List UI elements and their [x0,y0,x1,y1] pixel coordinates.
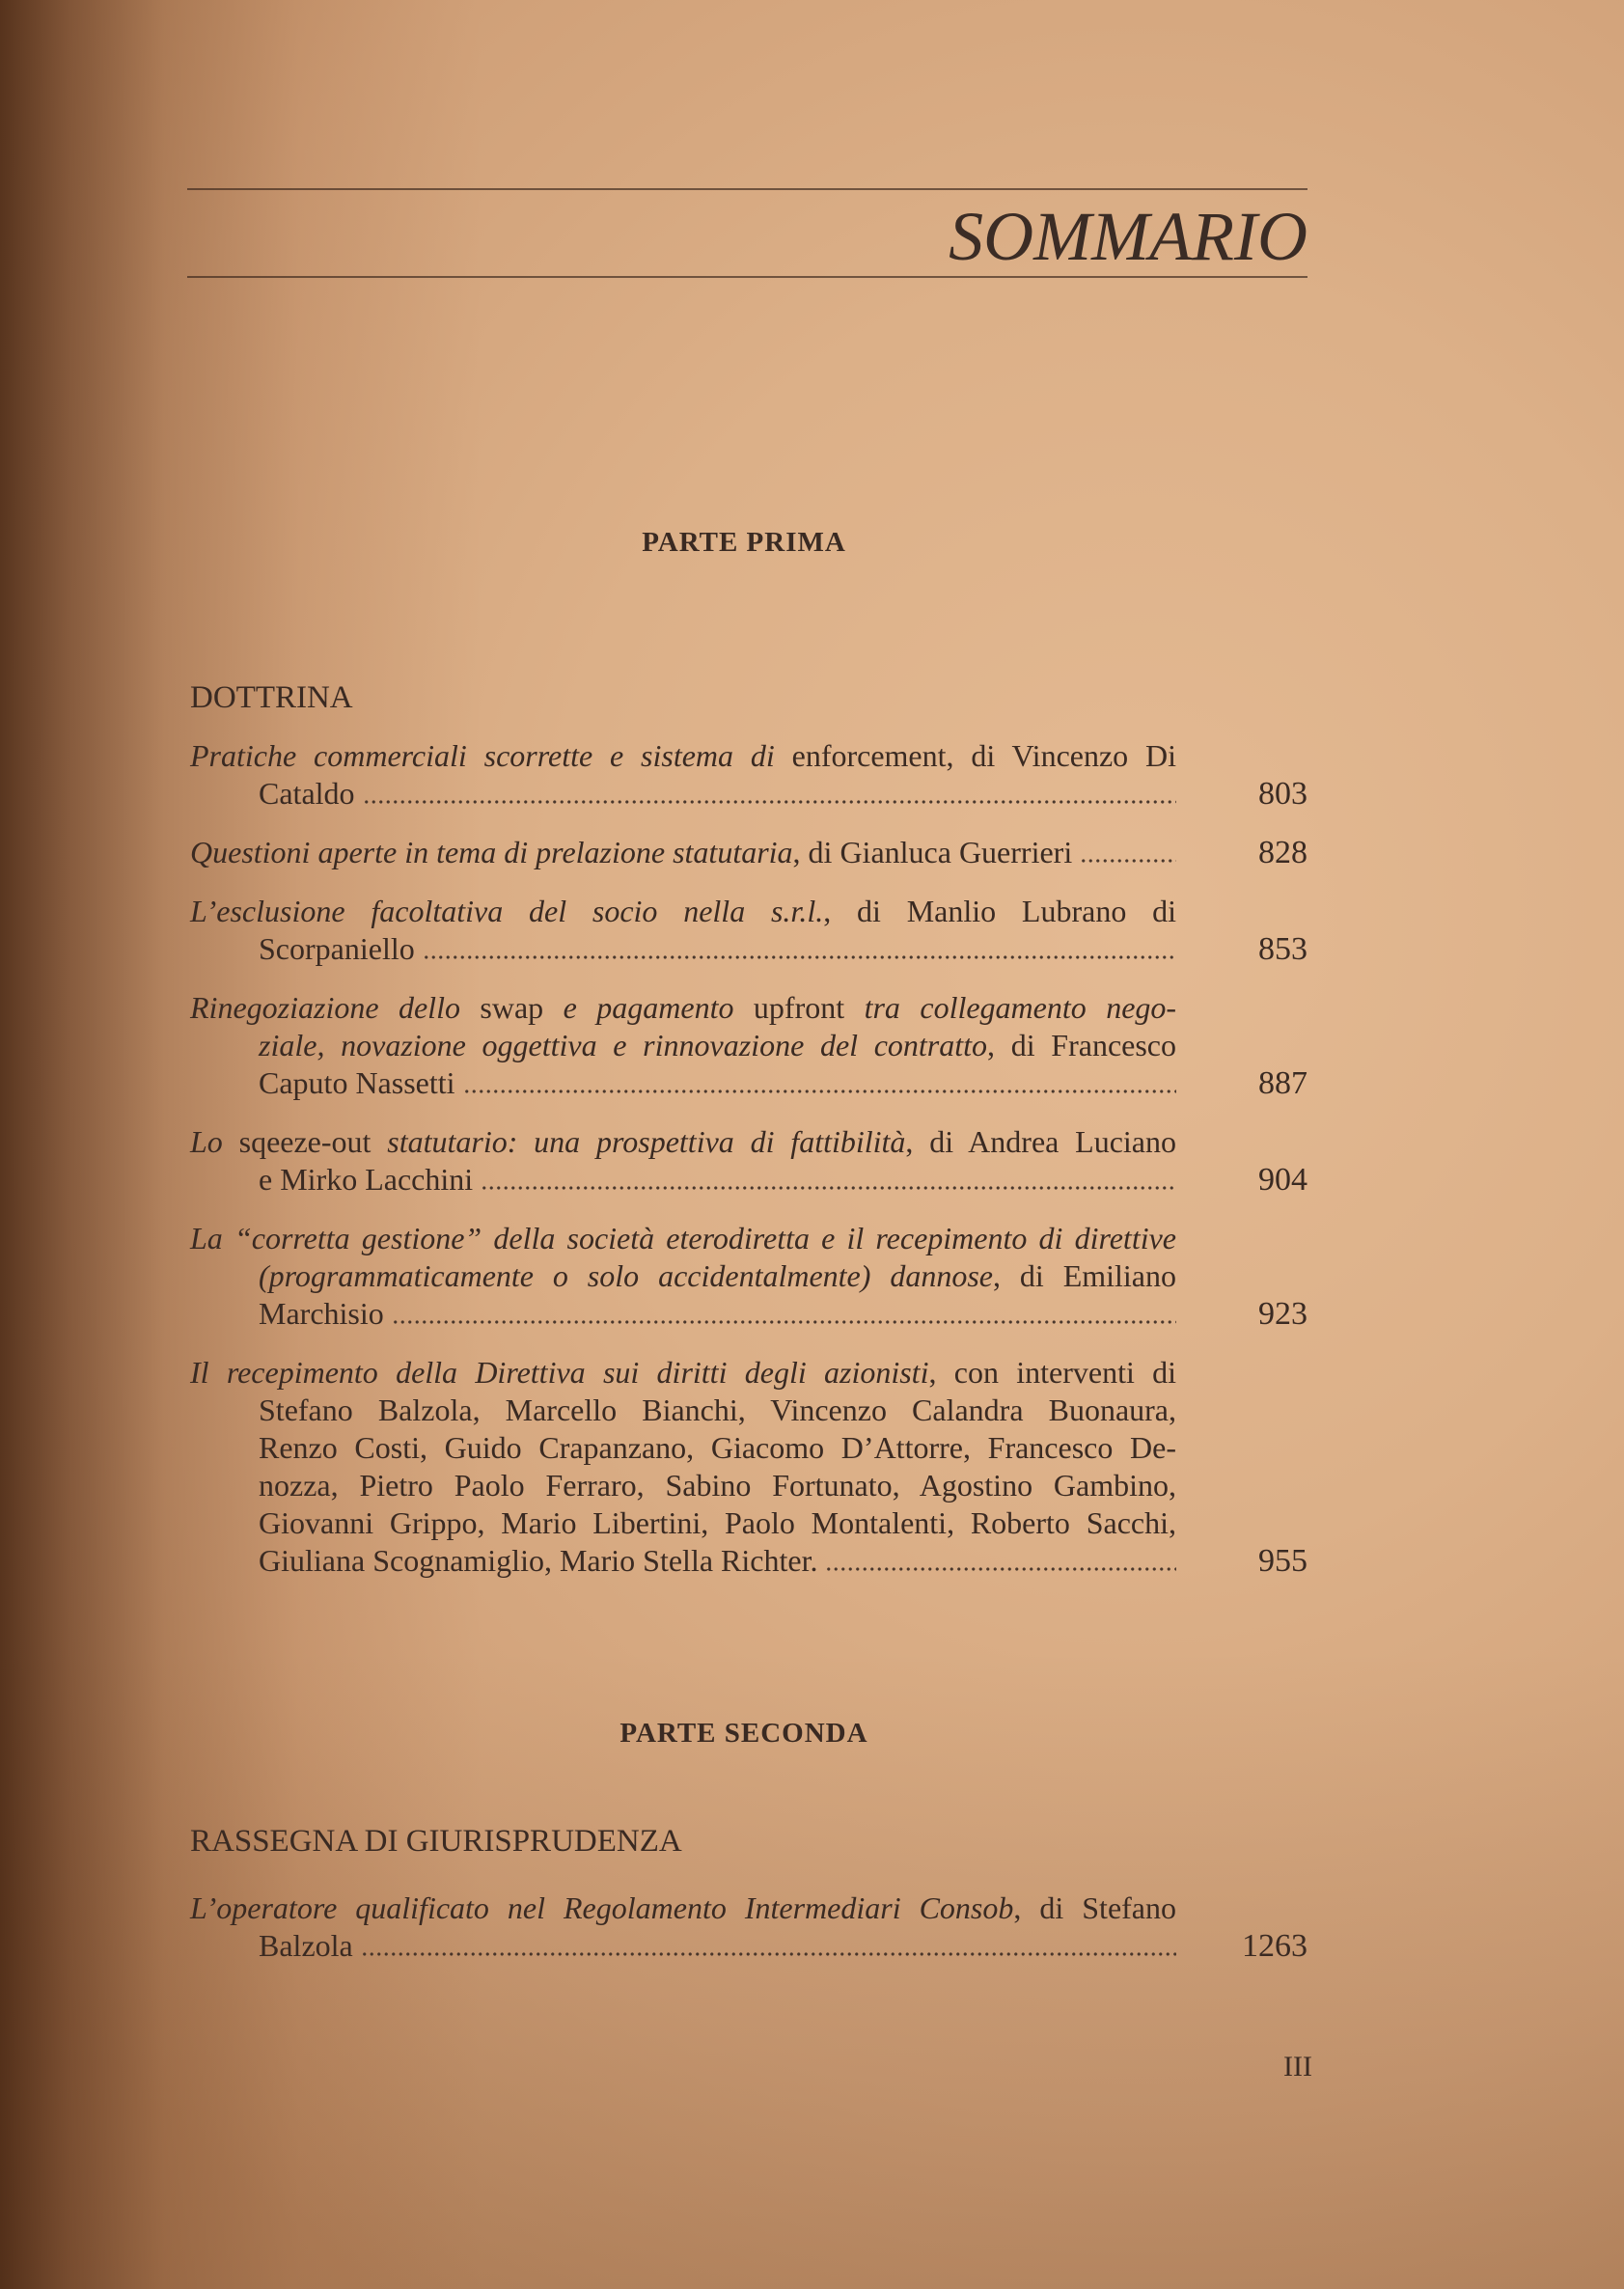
entry-text-group [190,834,1072,871]
page-number: 887 [1258,1065,1307,1101]
folio-page-number: III [1283,2051,1312,2082]
entry-text-group [259,1064,455,1102]
entry-text: , di Andrea Luciano [905,1124,1176,1159]
toc-entry-line [190,1161,1176,1199]
toc-entry-line [190,1392,1176,1429]
page-number: 853 [1258,931,1307,967]
page-number: 955 [1258,1543,1307,1579]
entry-text: , di Emiliano [992,1258,1177,1293]
entry-text-group [259,1542,817,1580]
entry-title-text: statutario: una prospettiva di fattibilità [387,1124,906,1159]
entry-text: Cataldo [259,776,355,811]
entry-text: Marchisio [259,1296,384,1331]
page-number: 1263 [1242,1928,1307,1964]
toc-entry-line [190,737,1176,775]
entry-text: Renzo Costi, Guido Crapanzano, Giacomo D’Attorre, Francesco De- [259,1430,1176,1465]
page-number: 904 [1258,1162,1307,1198]
entry-text: , di Gianluca Guerrieri [792,835,1073,869]
toc-entry [190,1123,1307,1199]
entry-title-text: Lo [190,1124,223,1159]
toc-entry [190,989,1307,1102]
page-title: SOMMARIO [949,198,1307,275]
toc-list-rassegna [190,1889,1307,1965]
toc-entry-line [190,1889,1176,1927]
entry-title-text: Questioni aperte in tema di prelazione statutaria [190,835,793,869]
entry-text: swap [459,990,564,1025]
dot-leader [361,1952,1176,1956]
toc-entry-line [190,1429,1176,1467]
toc-entry [190,893,1307,968]
entry-text: nozza, Pietro Paolo Ferraro, Sabino Fortunato, Agostino Gambino, [259,1468,1176,1503]
toc-entry-line [190,1027,1176,1064]
toc-entry-line [190,1504,1176,1542]
entry-text: , con interventi di [928,1355,1177,1390]
toc-entry-line [190,1123,1176,1161]
entry-text: e Mirko Lacchini [259,1162,474,1197]
toc-entry-line [190,1542,1176,1580]
header-rule-top [187,188,1307,190]
toc-entry-line [190,989,1176,1027]
entry-title-text: L’esclusione facoltativa del socio nella s.r.l. [190,894,824,928]
header-rule-bottom [187,276,1307,278]
entry-text: Balzola [259,1928,353,1963]
toc-entry-line [190,1467,1176,1504]
part-heading-seconda: PARTE SECONDA [619,1718,868,1749]
entry-title-text: Rinegoziazione dello [190,990,460,1025]
dot-leader [463,1089,1176,1093]
entry-text-group [259,1927,353,1965]
toc-entry-line [190,1927,1176,1965]
toc-entry [190,737,1307,813]
entry-text: Caputo Nassetti [259,1065,455,1100]
toc-entry [190,1220,1307,1333]
entry-text-group [259,1161,473,1199]
entry-text: sqeeze-out [222,1124,388,1159]
entry-text: Giovanni Grippo, Mario Libertini, Paolo Montalenti, Roberto Sacchi, [259,1505,1176,1540]
section-heading-dottrina: DOTTRINA [190,680,353,715]
entry-title-text: (programmaticamente o solo accidentalmente) dannose [259,1258,993,1293]
entry-text: enforcement, di Vincenzo Di [774,738,1177,773]
dot-leader [825,1567,1176,1571]
entry-title-text: L’operatore qualificato nel Regolamento Intermediari Consob [190,1890,1014,1925]
toc-entry-line [190,930,1176,968]
entry-title-text: Pratiche commerciali scorrette e sistema di [190,738,775,773]
page-number: 828 [1258,835,1307,870]
entry-text: upfront [733,990,865,1025]
page-number: 803 [1258,776,1307,812]
entry-title-text: ziale, novazione oggettiva e rinnovazione del contratto [259,1028,988,1062]
entry-text: Giuliana Scognamiglio, Mario Stella Richter. [259,1543,818,1578]
section-heading-rassegna: RASSEGNA DI GIURISPRUDENZA [190,1824,682,1859]
toc-entry-line [190,1220,1176,1257]
toc-entry-line [190,1257,1176,1295]
entry-text: Scorpaniello [259,931,415,966]
entry-text-group [259,1295,384,1333]
dot-leader [423,955,1176,959]
toc-entry-line [190,1354,1176,1392]
part-heading-prima: PARTE PRIMA [642,527,846,558]
toc-entry [190,834,1307,871]
entry-text-group [259,930,415,968]
entry-title-text: tra collegamento nego- [864,990,1177,1025]
entry-title-text: e pagamento [563,990,734,1025]
dot-leader [1080,859,1176,863]
dot-leader [392,1320,1176,1324]
toc-entry-line [190,775,1176,813]
toc-entry-line [190,1064,1176,1102]
dot-leader [481,1186,1176,1190]
entry-text: , di Manlio Lubrano di [823,894,1177,928]
entry-text-group [259,775,355,813]
entry-title-text: Il recepimento della Direttiva sui diritti degli azionisti [190,1355,929,1390]
entry-text: , di Francesco [987,1028,1177,1062]
toc-entry-line [190,893,1176,930]
toc-entry [190,1354,1307,1580]
entry-text: , di Stefano [1013,1890,1177,1925]
page-number: 923 [1258,1296,1307,1332]
dot-leader [363,800,1176,804]
toc-list-dottrina [190,737,1307,1580]
toc-entry-line [190,1295,1176,1333]
entry-title-text: La “corretta gestione” della società eterodiretta e il recepimento di direttive [190,1221,1176,1255]
toc-entry [190,1889,1307,1965]
toc-entry-line [190,834,1176,871]
entry-text: Stefano Balzola, Marcello Bianchi, Vincenzo Calandra Buonaura, [259,1393,1176,1427]
